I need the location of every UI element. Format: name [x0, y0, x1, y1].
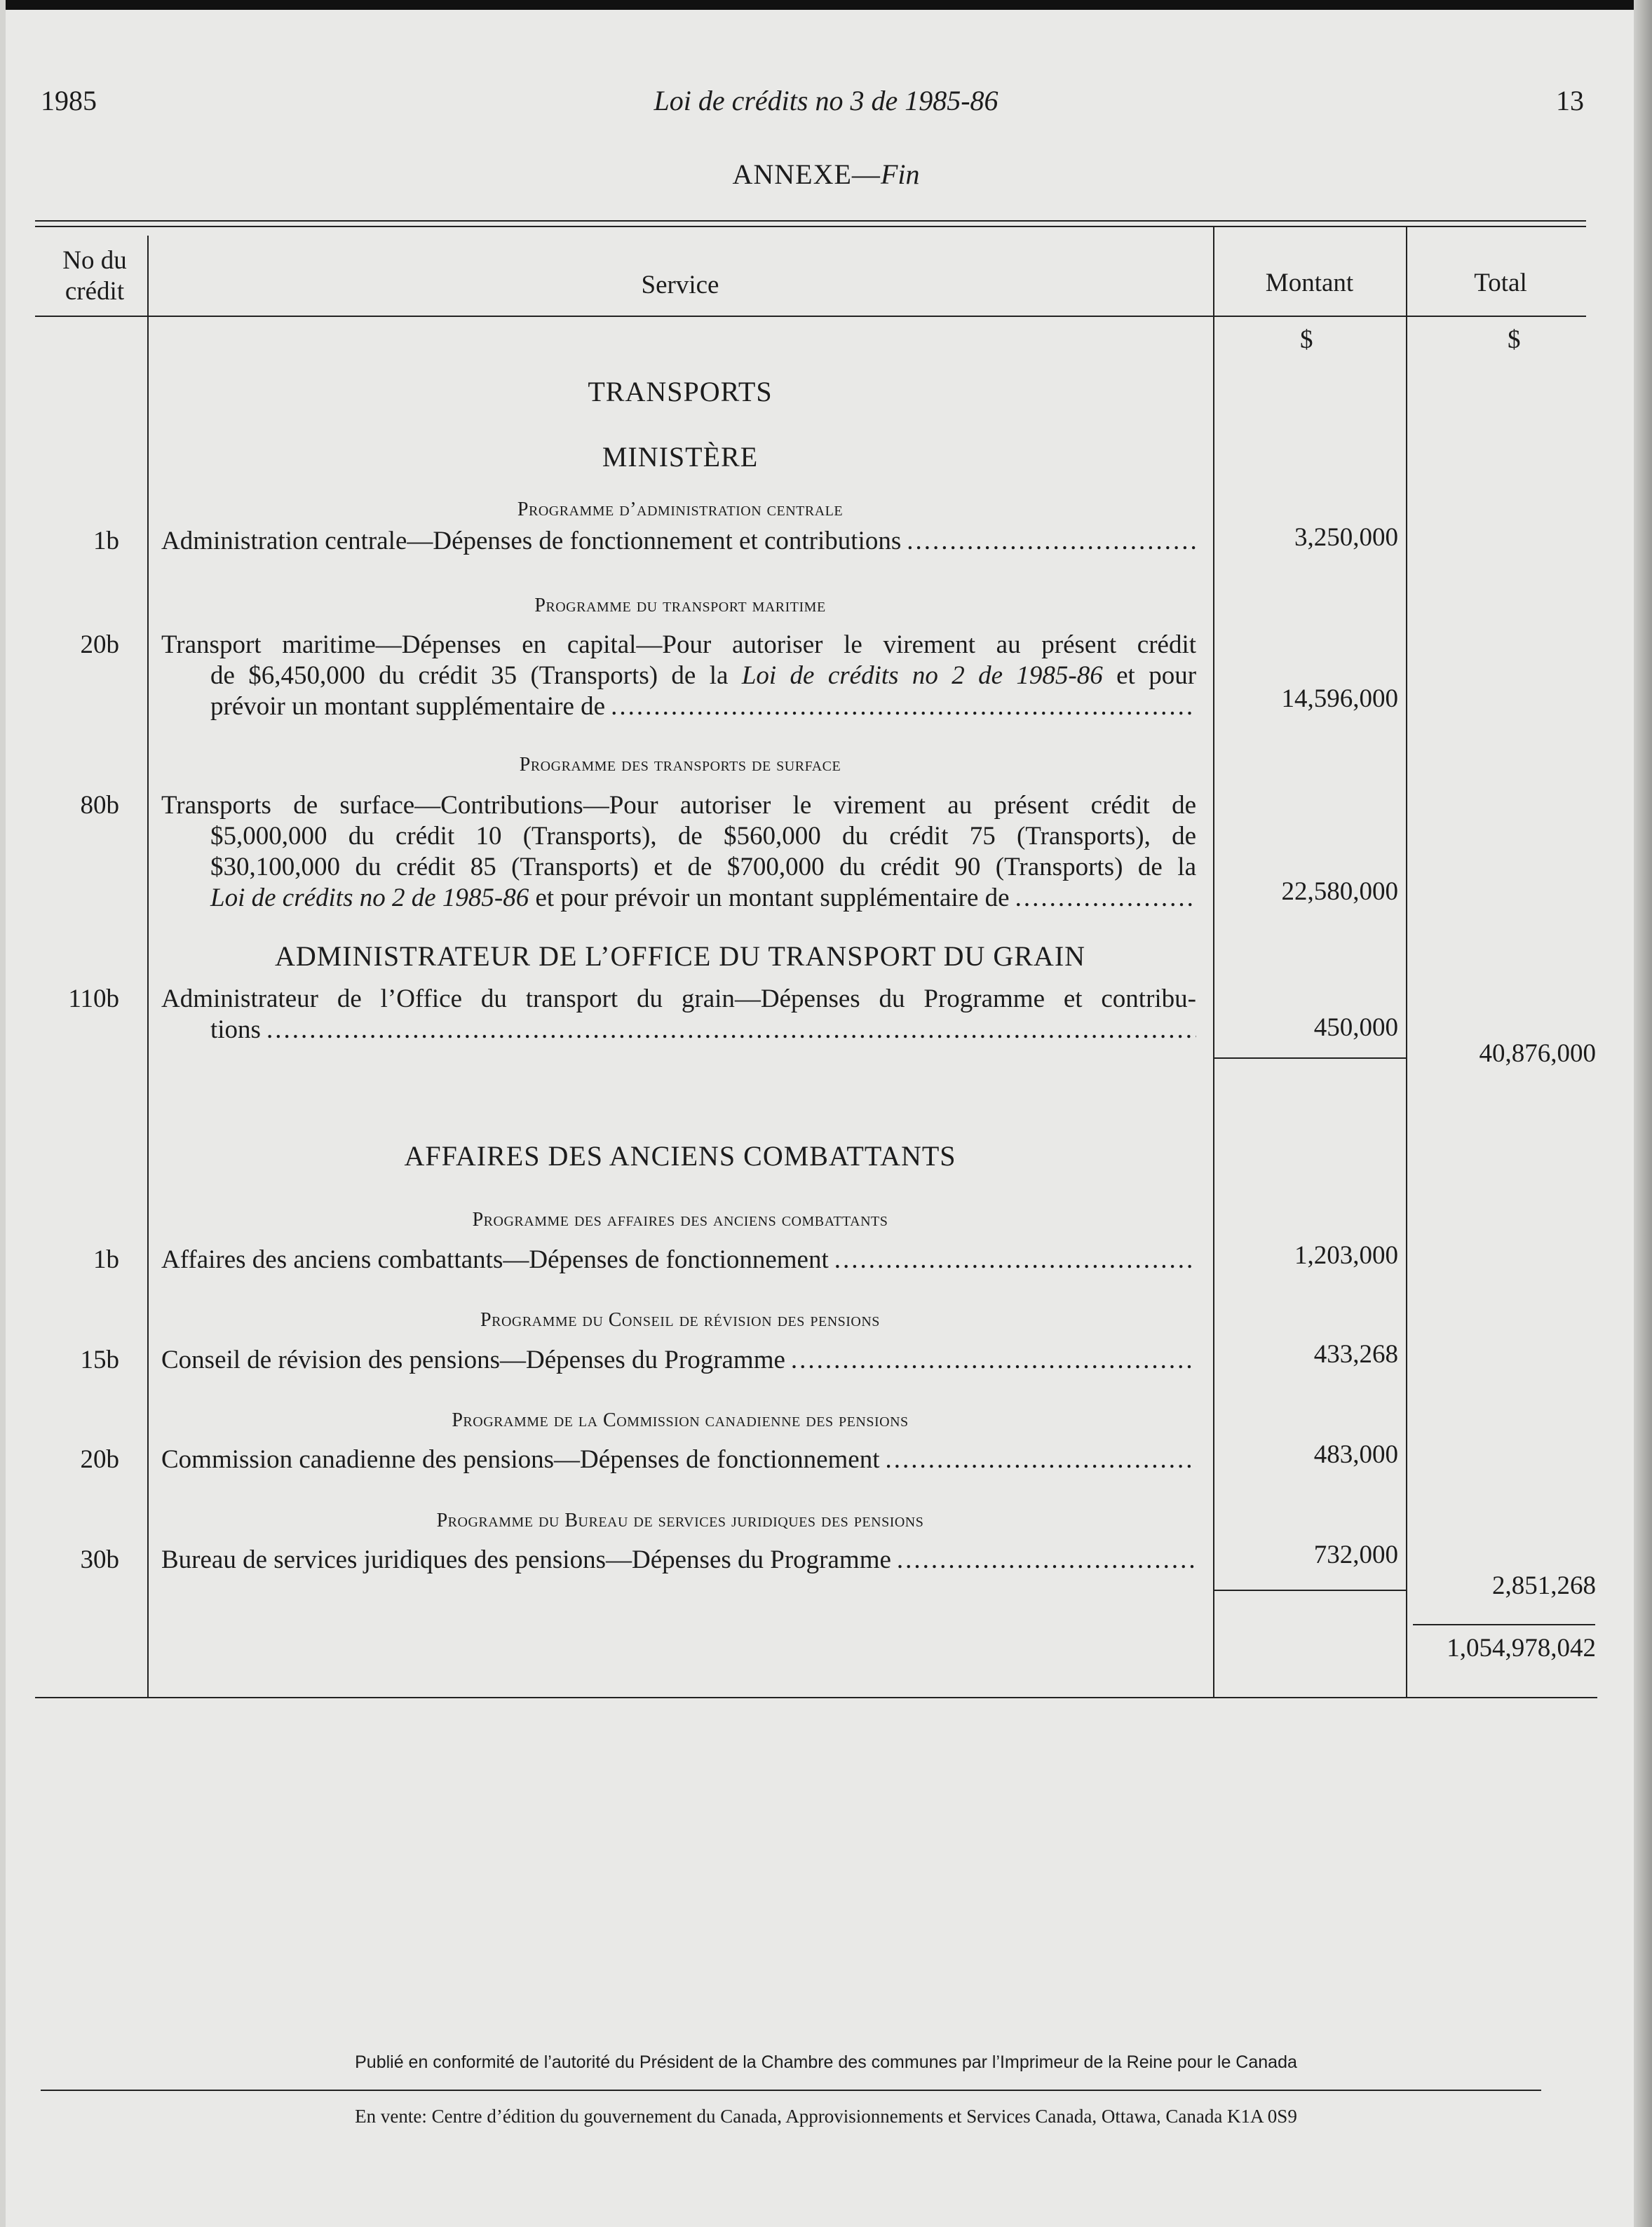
- program-heading-central-admin: Programme d’administration centrale: [517, 499, 844, 520]
- grand-total: 1,054,978,042: [1447, 1634, 1596, 1663]
- amount-value: 1,203,000: [1294, 1241, 1398, 1270]
- column-header-service: Service: [641, 271, 719, 299]
- vote-number: 15b: [80, 1346, 119, 1374]
- service-text: $5,000,000 du crédit 10 (Transports), de $560,000 du crédit 75 (Transports), de: [210, 822, 1196, 851]
- amount-value: 14,596,000: [1281, 684, 1398, 713]
- act-title: Loi de crédits no 2 de 1985-86: [210, 884, 529, 912]
- program-heading-veterans: Programme des affaires des anciens combattants: [472, 1209, 888, 1231]
- page-number: 13: [1556, 85, 1584, 116]
- service-entry: [161, 1245, 1196, 1275]
- dot-leader: [266, 1015, 1196, 1045]
- dot-leader: [885, 1444, 1196, 1475]
- program-heading-marine: Programme du transport maritime: [534, 595, 826, 616]
- service-text-line: [161, 691, 1196, 722]
- annexe-suffix: Fin: [880, 158, 920, 190]
- vote-number: 1b: [93, 1245, 119, 1274]
- vote-number: 20b: [80, 630, 119, 659]
- amount-value: 3,250,000: [1294, 523, 1398, 552]
- vote-number: 80b: [80, 791, 119, 820]
- column-header-total: Total: [1474, 269, 1527, 297]
- table-bottom-rule: [35, 1697, 1597, 1698]
- grain-office-heading: ADMINISTRATEUR DE L’OFFICE DU TRANSPORT DU GRAIN: [274, 940, 1086, 972]
- service-text: de $6,450,000 du crédit 35 (Transports) de la: [210, 661, 729, 690]
- table-top-rule: [35, 220, 1586, 222]
- service-text: Affaires des anciens combattants—Dépenses de fonctionnement: [161, 1245, 829, 1274]
- vote-number: 1b: [93, 527, 119, 555]
- service-entry: [161, 630, 1196, 722]
- table-top-rule-2: [35, 226, 1586, 227]
- service-entry: [161, 526, 1196, 557]
- veterans-total: 2,851,268: [1492, 1571, 1596, 1600]
- service-text: tions: [210, 1015, 261, 1044]
- amount-value: 450,000: [1313, 1013, 1398, 1042]
- dot-leader: [897, 1545, 1196, 1576]
- amount-column-rule: [1406, 226, 1407, 1697]
- dept-heading-veterans: AFFAIRES DES ANCIENS COMBATTANTS: [404, 1140, 956, 1172]
- service-text: Conseil de révision des pensions—Dépenses du Programme: [161, 1346, 785, 1374]
- header-bottom-rule: [35, 316, 1586, 317]
- sales-notice: En vente: Centre d’édition du gouvernement du Canada, Approvisionnements et Services Canada, Ottawa, Canada K1A 0S9: [355, 2106, 1297, 2127]
- amount-value: 22,580,000: [1281, 877, 1398, 906]
- service-text: $30,100,000 du crédit 85 (Transports) et de $700,000 du crédit 90 (Transports) de la: [210, 853, 1196, 881]
- scan-right-edge: [1634, 0, 1652, 2227]
- service-text-line: [161, 661, 1196, 691]
- dot-leader: [1015, 883, 1196, 914]
- footer-rule: [41, 2090, 1541, 2091]
- service-entry: [161, 984, 1196, 1045]
- service-entry: [161, 790, 1196, 914]
- veterans-subtotal-rule: [1213, 1590, 1406, 1591]
- scan-top-edge: [0, 0, 1652, 10]
- transports-total: 40,876,000: [1479, 1039, 1596, 1068]
- amount-value: 433,268: [1313, 1340, 1398, 1369]
- amount-currency-sign: $: [1300, 325, 1313, 354]
- service-text: et pour: [1116, 661, 1197, 690]
- amount-value: 732,000: [1313, 1541, 1398, 1569]
- dot-leader: [834, 1245, 1196, 1275]
- dot-leader: [611, 691, 1196, 722]
- program-heading-pension-review: Programme du Conseil de révision des pensions: [480, 1309, 880, 1331]
- vote-number: 30b: [80, 1545, 119, 1574]
- annexe-title: [0, 158, 1652, 191]
- program-heading-pension-advocates: Programme du Bureau de services juridiques des pensions: [436, 1510, 924, 1531]
- column-header-vote: [42, 245, 147, 307]
- service-text: Administrateur de l’Office du transport du grain—Dépenses du Programme et contribu-: [161, 984, 1196, 1013]
- service-entry: [161, 1545, 1196, 1576]
- service-text: Transport maritime—Dépenses en capital—Pour autoriser le virement au présent crédit: [161, 630, 1196, 659]
- column-header-vote-line1: No du: [62, 246, 127, 275]
- dot-leader: [907, 526, 1196, 557]
- column-header-vote-line2: crédit: [65, 277, 125, 306]
- service-text-line: [161, 1015, 1196, 1045]
- act-title: Loi de crédits no 2 de 1985-86: [741, 661, 1103, 690]
- dept-heading-transports: TRANSPORTS: [588, 376, 773, 407]
- service-column-rule: [1213, 226, 1214, 1697]
- service-text: prévoir un montant supplémentaire de: [210, 692, 606, 721]
- total-currency-sign: $: [1508, 325, 1521, 354]
- service-text-line: [161, 883, 1196, 914]
- service-entry: [161, 1444, 1196, 1475]
- service-text: Administration centrale—Dépenses de fonctionnement et contributions: [161, 527, 902, 555]
- program-heading-surface: Programme des transports de surface: [519, 754, 841, 776]
- program-heading-pension-commission: Programme de la Commission canadienne des pensions: [452, 1409, 909, 1431]
- vote-number: 110b: [68, 984, 119, 1013]
- grand-total-rule: [1413, 1624, 1595, 1625]
- publication-notice: Publié en conformité de l’autorité du Président de la Chambre des communes par l’Imprimeur de la Reine pour le Canada: [355, 2052, 1297, 2072]
- dot-leader: [791, 1345, 1196, 1376]
- scan-left-edge: [0, 0, 6, 2227]
- column-header-amount: Montant: [1265, 269, 1354, 297]
- service-entry: [161, 1345, 1196, 1376]
- header-year: 1985: [41, 85, 97, 116]
- amount-value: 483,000: [1313, 1440, 1398, 1469]
- ministry-heading: MINISTÈRE: [602, 441, 759, 473]
- transports-subtotal-rule: [1213, 1057, 1406, 1059]
- service-text: Commission canadienne des pensions—Dépenses de fonctionnement: [161, 1445, 880, 1474]
- header-title: Loi de crédits no 3 de 1985-86: [654, 85, 998, 116]
- vote-number: 20b: [80, 1445, 119, 1474]
- service-text: Transports de surface—Contributions—Pour autoriser le virement au présent crédit de: [161, 791, 1196, 820]
- service-text: et pour prévoir un montant supplémentaire de: [535, 884, 1010, 912]
- service-text: Bureau de services juridiques des pensions—Dépenses du Programme: [161, 1545, 891, 1574]
- annexe-main: ANNEXE—: [732, 158, 881, 190]
